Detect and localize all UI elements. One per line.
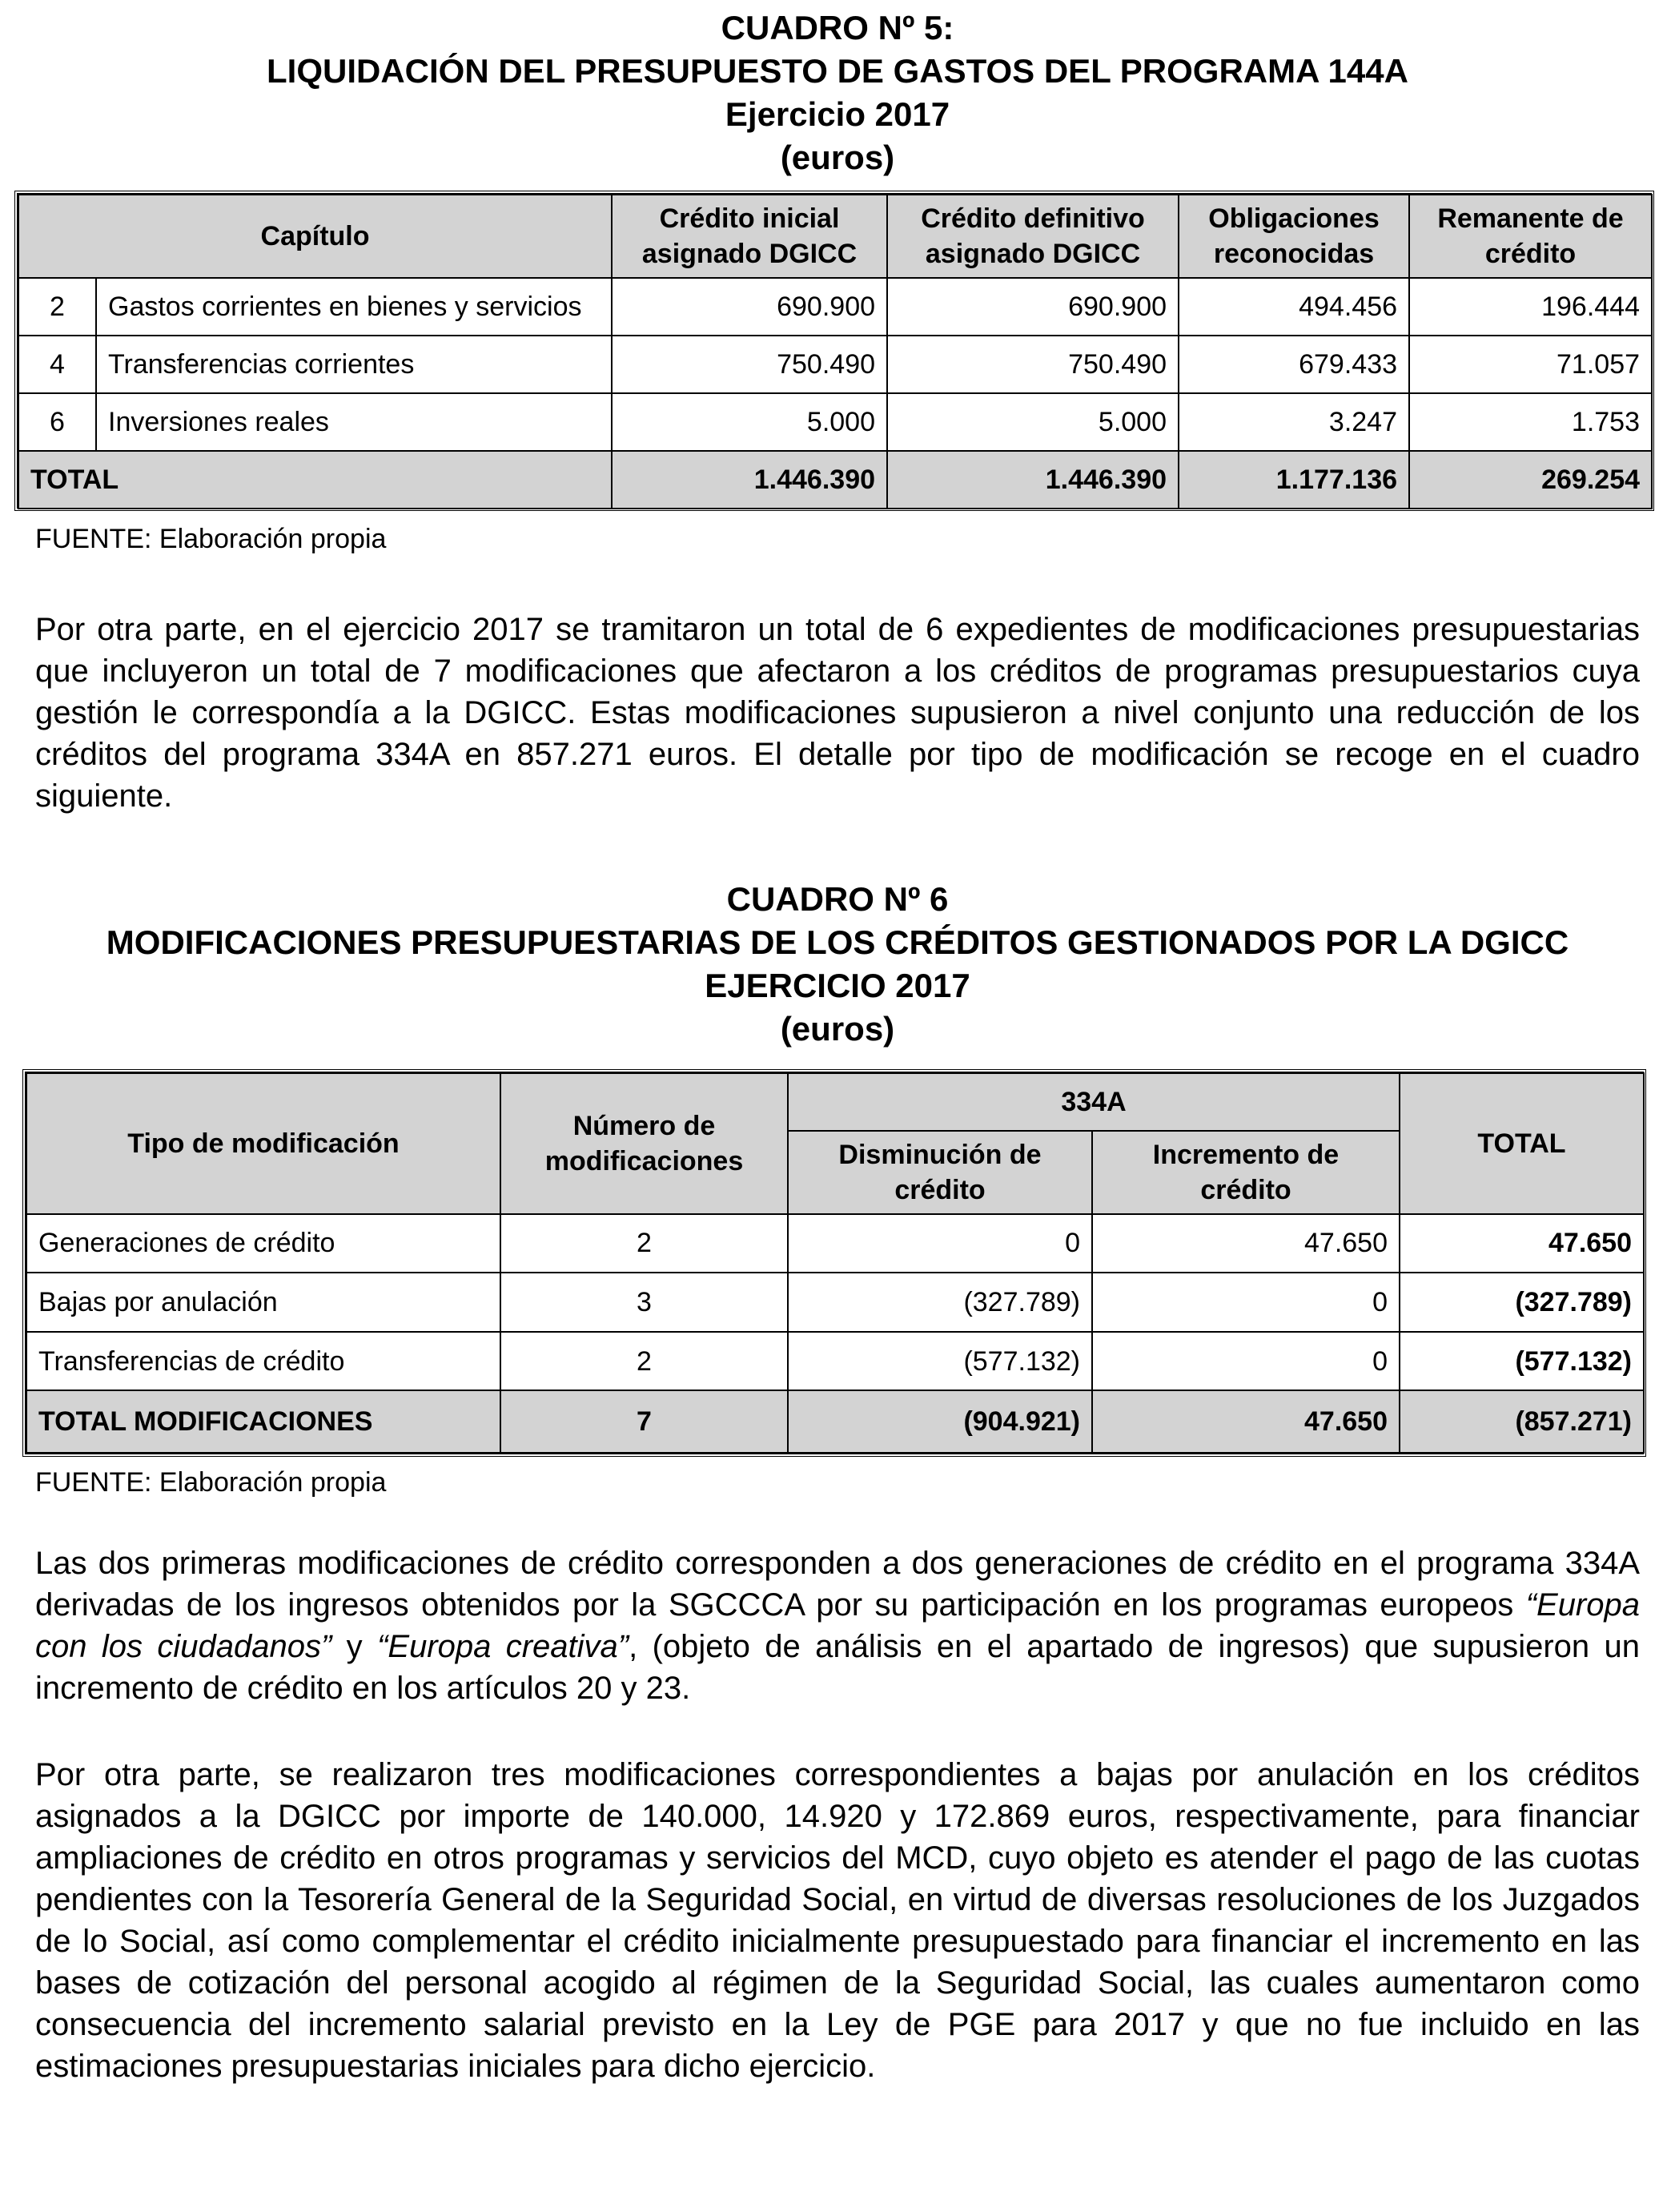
cell-numero: 2 [500, 1332, 788, 1391]
cell-definitivo: 690.900 [887, 278, 1179, 336]
header-disminucion: Disminución de crédito [788, 1131, 1092, 1214]
cuadro6-table [22, 1069, 1646, 1457]
cell-total-numero: 7 [500, 1390, 788, 1453]
cell-tipo: Transferencias de crédito [26, 1332, 500, 1391]
cuadro5-title [0, 6, 1675, 179]
header-incremento: Incremento de crédito [1092, 1131, 1400, 1214]
cell-num: 2 [18, 278, 96, 336]
cell-remanente: 71.057 [1409, 336, 1652, 393]
cuadro6-title-line: MODIFICACIONES PRESUPUESTARIAS DE LOS CRÉDITOS GESTIONADOS POR LA DGICC [106, 923, 1569, 961]
cell-total-definitivo: 1.446.390 [887, 451, 1179, 509]
cuadro5-title-line: CUADRO Nº 5: [721, 9, 954, 46]
cell-total-incremento: 47.650 [1092, 1390, 1400, 1453]
cell-disminucion: (327.789) [788, 1273, 1092, 1332]
cuadro6-title-line: EJERCICIO 2017 [705, 967, 970, 1004]
cuadro6-title-line: (euros) [780, 1010, 895, 1048]
cuadro5-table [14, 191, 1654, 511]
table-total-row [26, 1390, 1644, 1453]
cuadro5-title-line: Ejercicio 2017 [725, 95, 950, 133]
cuadro5-source: FUENTE: Elaboración propia [35, 524, 387, 554]
cell-tipo: Generaciones de crédito [26, 1214, 500, 1273]
cell-inicial: 690.900 [612, 278, 887, 336]
cell-incremento: 47.650 [1092, 1214, 1400, 1273]
cell-definitivo: 5.000 [887, 393, 1179, 451]
cell-inicial: 750.490 [612, 336, 887, 393]
header-credito-inicial: Crédito inicial asignado DGICC [612, 195, 887, 278]
cell-numero: 2 [500, 1214, 788, 1273]
header-obligaciones: Obligaciones reconocidas [1179, 195, 1409, 278]
cuadro6-source: FUENTE: Elaboración propia [35, 1467, 387, 1498]
paragraph-2-text: Las dos primeras modificaciones de crédito corresponden a dos generaciones de crédito en el programa 334A derivadas de los ingresos obtenidos por la SGCCCA por su participación en los programas europeos [35, 1546, 1640, 1623]
cell-disminucion: (577.132) [788, 1332, 1092, 1391]
table-row [26, 1332, 1644, 1391]
paragraph-2-text: y [331, 1629, 378, 1664]
cell-obligaciones: 3.247 [1179, 393, 1409, 451]
cell-definitivo: 750.490 [887, 336, 1179, 393]
header-total: TOTAL [1400, 1073, 1644, 1214]
cell-total-obligaciones: 1.177.136 [1179, 451, 1409, 509]
cell-numero: 3 [500, 1273, 788, 1332]
table-total-row [18, 451, 1652, 509]
cell-total-label: TOTAL MODIFICACIONES [26, 1390, 500, 1453]
cell-total-total: (857.271) [1400, 1390, 1644, 1453]
table-header-row [26, 1073, 1644, 1131]
cell-num: 6 [18, 393, 96, 451]
cell-remanente: 196.444 [1409, 278, 1652, 336]
cell-desc: Inversiones reales [96, 393, 612, 451]
table-header-row [18, 195, 1652, 278]
header-tipo: Tipo de modificación [26, 1073, 500, 1214]
cell-incremento: 0 [1092, 1332, 1400, 1391]
cell-total-inicial: 1.446.390 [612, 451, 887, 509]
table-row [26, 1273, 1644, 1332]
cell-desc: Transferencias corrientes [96, 336, 612, 393]
paragraph-2-italic: “Europa con los ciudadanos” [35, 1587, 1640, 1664]
paragraph-1: Por otra parte, en el ejercicio 2017 se tramitaron un total de 6 expedientes de modificaciones presupuestarias que incluyeron un total de 7 modificaciones que afectaron a los créditos de programas presupuestarios cuya gestión le correspondía a la DGICC. Estas modificaciones supusieron a nivel conjunto una reducción de los créditos del programa 334A en 857.271 euros. El detalle por tipo de modificación se recoge en el cuadro siguiente. [35, 612, 1640, 814]
cuadro5-title-line: (euros) [780, 139, 895, 176]
header-credito-definitivo: Crédito definitivo asignado DGICC [887, 195, 1179, 278]
cell-inicial: 5.000 [612, 393, 887, 451]
header-programa: 334A [788, 1073, 1400, 1131]
cell-desc: Gastos corrientes en bienes y servicios [96, 278, 612, 336]
cell-total-disminucion: (904.921) [788, 1390, 1092, 1453]
cell-total-remanente: 269.254 [1409, 451, 1652, 509]
cell-num: 4 [18, 336, 96, 393]
paragraph-3: Por otra parte, se realizaron tres modificaciones correspondientes a bajas por anulación en los créditos asignados a la DGICC por importe de 140.000, 14.920 y 172.869 euros, respectivamente, para financiar ampliaciones de crédito en otros programas y servicios del MCD, cuyo objeto es atender el pago de las cuotas pendientes con la Tesorería General de la Seguridad Social, en virtud de diversas resoluciones de los Juzgados de lo Social, así como complementar el crédito inicialmente presupuestado para financiar el incremento en las bases de cotización del personal acogido al régimen de la Seguridad Social, las cuales aumentaron como consecuencia del incremento salarial previsto en la Ley de PGE para 2017 y que no fue incluido en las estimaciones presupuestarias iniciales para dicho ejercicio. [35, 1757, 1640, 2084]
cuadro5-title-line: LIQUIDACIÓN DEL PRESUPUESTO DE GASTOS DEL PROGRAMA 144A [267, 52, 1408, 90]
paragraph-2 [35, 1542, 1640, 1709]
table-row [18, 278, 1652, 336]
cell-total: 47.650 [1400, 1214, 1644, 1273]
cell-total-label: TOTAL [18, 451, 612, 509]
header-numero: Número de modificaciones [500, 1073, 788, 1214]
header-capitulo: Capítulo [18, 195, 612, 278]
cell-disminucion: 0 [788, 1214, 1092, 1273]
cuadro6-title [0, 878, 1675, 1051]
cell-incremento: 0 [1092, 1273, 1400, 1332]
header-remanente: Remanente de crédito [1409, 195, 1652, 278]
paragraph-2-italic: “Europa creativa” [377, 1629, 629, 1664]
cell-total: (327.789) [1400, 1273, 1644, 1332]
cell-total: (577.132) [1400, 1332, 1644, 1391]
paragraph-2-text: , (objeto de análisis en el apartado de ingresos) que supusieron un incremento de crédito en los artículos 20 y 23. [35, 1629, 1641, 1706]
table-row [18, 336, 1652, 393]
cell-remanente: 1.753 [1409, 393, 1652, 451]
table-row [18, 393, 1652, 451]
table-row [26, 1214, 1644, 1273]
cell-obligaciones: 679.433 [1179, 336, 1409, 393]
cuadro6-title-line: CUADRO Nº 6 [726, 880, 949, 918]
cell-tipo: Bajas por anulación [26, 1273, 500, 1332]
cell-obligaciones: 494.456 [1179, 278, 1409, 336]
